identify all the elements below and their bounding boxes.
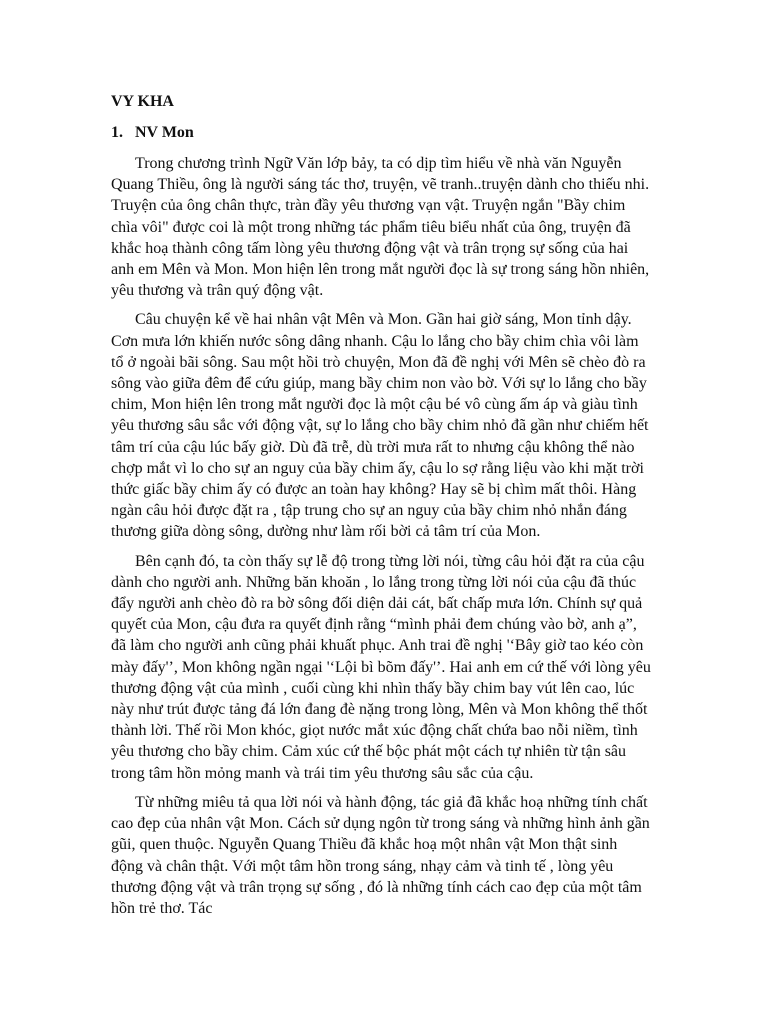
- paragraph-3: Bên cạnh đó, ta còn thấy sự lễ độ trong từng lời nói, từng câu hỏi đặt ra của cậu dành cho người anh. Những băn khoăn , lo lắng trong từng lời nói của cậu đã thúc đẩy người anh chèo đò ra bờ sông đối diện dải cát, bất chấp mưa lớn. Chính sự quả quyết của Mon, cậu đưa ra quyết định rằng “mình phải đem chúng vào bờ, anh ạ”, đã làm cho người anh cũng phải khuất phục. Anh trai đề nghị '‘Bây giờ tao kéo còn mày đấy'’, Mon không ngần ngại '‘Lội bì bõm đấy'’. Hai anh em cứ thế với lòng yêu thương động vật của mình , cuối cùng khi nhìn thấy bầy chim bay vút lên cao, lúc này như trút được tảng đá lớn đang đè nặng trong lòng, Mên và Mon không thể thốt thành lời. Thế rồi Mon khóc, giọt nước mắt xúc động chất chứa bao nỗi niềm, tình yêu thương cho bầy chim. Cảm xúc cứ thế bộc phát một cách tự nhiên từ tận sâu trong tâm hồn mỏng manh và trái tim yêu thương sâu sắc của cậu.: [111, 552, 651, 782]
- section-number: 1.: [111, 124, 123, 141]
- document-body: [111, 92, 651, 927]
- paragraph-4: Từ những miêu tả qua lời nói và hành động, tác giả đã khắc hoạ những tính chất cao đẹp của nhân vật Mon. Cách sử dụng ngôn từ trong sáng và những hình ảnh gần gũi, quen thuộc. Nguyễn Quang Thiều đã khắc hoạ một nhân vật Mon thật sinh động và chân thật. Với một tâm hồn trong sáng, nhạy cảm và tinh tế , lòng yêu thương động vật và trân trọng sự sống , đó là những tính cách cao đẹp của một tâm hồn trẻ thơ. Tác: [111, 793, 650, 917]
- paragraph-2: Câu chuyện kể về hai nhân vật Mên và Mon. Gần hai giờ sáng, Mon tỉnh dậy. Cơn mưa lớn khiến nước sông dâng nhanh. Cậu lo lắng cho bầy chim chìa vôi làm tổ ở ngoài bãi sông. Sau một hồi trò chuyện, Mon đã đề nghị với Mên sẽ chèo đò ra sông vào giữa đêm để cứu giúp, mang bầy chim non vào bờ. Với sự lo lắng cho bầy chim, Mon hiện lên trong mắt người đọc là một cậu bé vô cùng ấm áp và giàu tình yêu thương sâu sắc với động vật, sự lo lắng cho bầy chim nhỏ đã gần như chiếm hết tâm trí của cậu lúc bấy giờ. Dù đã trễ, dù trời mưa rất to nhưng cậu không thể nào chợp mắt vì lo cho sự an nguy của bầy chim ấy, cậu lo sợ rằng liệu vào khi mặt trời thức giấc bầy chim ấy có được an toàn hay không? Hay sẽ bị chìm mất thôi. Hàng ngàn câu hỏi được đặt ra , tập trung cho sự an nguy của bầy chim nhỏ nhắn đáng thương giữa dòng sông, dường như làm rối bời cả tâm trí của Mon.: [111, 311, 649, 541]
- author-name: VY KHA: [111, 93, 174, 110]
- section-heading: [111, 123, 651, 143]
- paragraph-1: Trong chương trình Ngữ Văn lớp bảy, ta có dịp tìm hiểu về nhà văn Nguyễn Quang Thiều, ông là người sáng tác thơ, truyện, vẽ tranh..truyện dành cho thiếu nhi. Truyện của ông chân thực, tràn đầy yêu thương vạn vật. Truyện ngắn "Bầy chim chìa vôi" được coi là một trong những tác phẩm tiêu biểu nhất của ông, truyện đã khắc hoạ thành công tấm lòng yêu thương động vật và trân trọng sự sống của hai anh em Mên và Mon. Mon hiện lên trong mắt người đọc là sự trong sáng hồn nhiên, yêu thương và trân quý động vật.: [111, 155, 650, 300]
- section-title: NV Mon: [135, 124, 194, 141]
